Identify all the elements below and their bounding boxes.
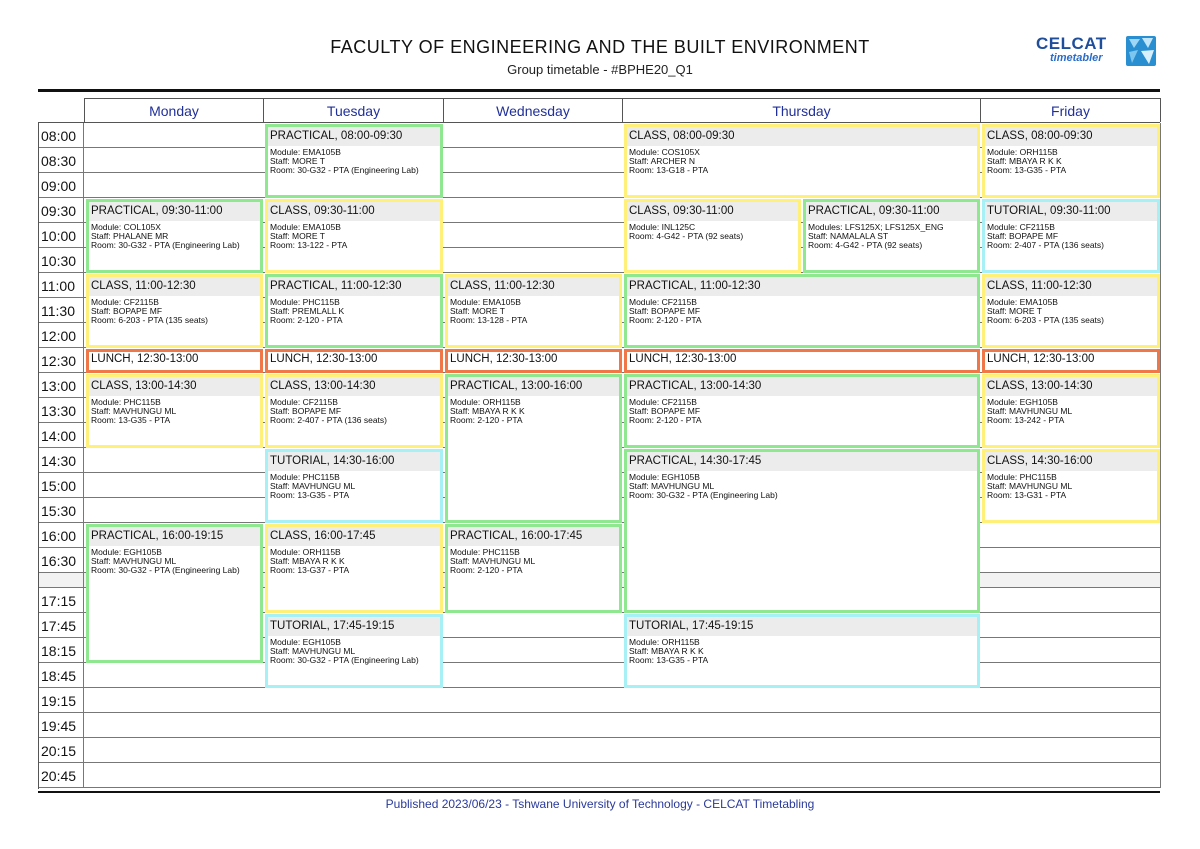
slot-cell[interactable]	[980, 738, 1161, 763]
event-detail-line: Staff: MAVHUNGU ML	[91, 556, 177, 566]
event-detail-line: Module: ORH115B	[629, 637, 700, 647]
slot-cell[interactable]	[622, 688, 802, 713]
bottom-rule	[38, 791, 1160, 793]
slot-cell[interactable]	[622, 713, 802, 738]
practical-event[interactable]	[624, 374, 980, 448]
event-detail-line: Room: 13-242 - PTA	[987, 415, 1065, 425]
slot-cell[interactable]	[443, 148, 623, 173]
event-detail-line: Room: 30-G32 - PTA (Engineering Lab)	[629, 490, 778, 500]
event-header: CLASS, 13:00-14:30	[89, 377, 260, 396]
event-detail-line: Module: EGH105B	[987, 397, 1058, 407]
event-detail-line: Module: ORH115B	[270, 547, 341, 557]
event-detail-line: Staff: BOPAPE MF	[91, 306, 163, 316]
slot-cell[interactable]	[84, 173, 264, 198]
slot-cell[interactable]	[84, 663, 264, 688]
event-detail-line: Room: 2-120 - PTA	[450, 415, 523, 425]
event-detail-line: Room: 30-G32 - PTA (Engineering Lab)	[270, 165, 419, 175]
slot-cell[interactable]	[980, 713, 1161, 738]
day-header-tuesday: Tuesday	[263, 98, 444, 122]
event-detail-line: Staff: NAMALALA ST	[808, 231, 889, 241]
top-rule	[38, 89, 1160, 92]
class-event[interactable]	[982, 374, 1160, 448]
event-header: CLASS, 11:00-12:30	[89, 277, 260, 296]
practical-event[interactable]	[803, 199, 980, 273]
slot-cell[interactable]	[980, 588, 1161, 613]
event-details	[268, 471, 440, 500]
slot-cell[interactable]	[84, 713, 264, 738]
event-detail-line: Staff: MORE T	[987, 306, 1042, 316]
day-header-thursday: Thursday	[622, 98, 981, 122]
slot-cell[interactable]	[84, 148, 264, 173]
event-detail-line: Room: 13-122 - PTA	[270, 240, 348, 250]
tutorial-event[interactable]	[982, 199, 1160, 273]
event-details	[89, 221, 260, 250]
event-detail-line: Staff: MAVHUNGU ML	[270, 481, 356, 491]
event-detail-line: Room: 2-120 - PTA	[629, 415, 702, 425]
event-details	[89, 296, 260, 325]
event-detail-line: Staff: MBAYA R K K	[987, 156, 1062, 166]
event-detail-line: Staff: BOPAPE MF	[629, 406, 701, 416]
event-details	[985, 146, 1157, 175]
event-header: TUTORIAL, 17:45-19:15	[627, 617, 977, 636]
time-label: 15:00	[41, 477, 77, 494]
practical-event[interactable]	[86, 199, 263, 273]
event-detail-line: Room: 13-G37 - PTA	[270, 565, 350, 575]
slot-cell[interactable]	[980, 523, 1161, 548]
event-detail-line: Staff: MAVHUNGU ML	[450, 556, 536, 566]
time-label: 12:00	[41, 327, 77, 344]
event-header: CLASS, 09:30-11:00	[627, 202, 798, 221]
slot-cell[interactable]	[980, 573, 1161, 588]
class-event[interactable]	[265, 524, 443, 613]
event-details	[448, 296, 619, 325]
slot-cell[interactable]	[84, 738, 264, 763]
event-details	[448, 396, 619, 425]
day-header-wednesday: Wednesday	[443, 98, 623, 122]
page-title: FACULTY OF ENGINEERING AND THE BUILT ENVIRONMENT	[330, 37, 870, 57]
day-header-monday: Monday	[84, 98, 264, 122]
event-detail-line: Staff: BOPAPE MF	[270, 406, 342, 416]
page-subtitle: Group timetable - #BPHE20_Q1	[507, 62, 693, 77]
event-details	[268, 636, 440, 665]
event-detail-line: Module: PHC115B	[91, 397, 161, 407]
slot-cell[interactable]	[801, 688, 981, 713]
event-details	[806, 221, 977, 250]
practical-event[interactable]	[265, 274, 443, 348]
event-header: TUTORIAL, 17:45-19:15	[268, 617, 440, 636]
event-detail-line: Room: 30-G32 - PTA (Engineering Lab)	[91, 565, 240, 575]
class-event[interactable]	[265, 374, 443, 448]
event-detail-line: Room: 13-G31 - PTA	[987, 490, 1067, 500]
event-header: CLASS, 09:30-11:00	[268, 202, 440, 221]
slot-cell[interactable]	[84, 498, 264, 523]
event-detail-line: Staff: MAVHUNGU ML	[91, 406, 177, 416]
event-details	[268, 221, 440, 250]
slot-cell[interactable]	[980, 613, 1161, 638]
event-header: LUNCH, 12:30-13:00	[627, 352, 977, 368]
event-detail-line: Module: ORH115B	[450, 397, 521, 407]
class-event[interactable]	[982, 124, 1160, 198]
time-label: 11:00	[41, 277, 75, 294]
event-details	[448, 546, 619, 575]
time-label: 15:30	[41, 502, 77, 519]
class-event[interactable]	[265, 199, 443, 273]
event-detail-line: Staff: MORE T	[270, 156, 325, 166]
event-details	[627, 636, 977, 665]
practical-event[interactable]	[624, 449, 980, 613]
practical-event[interactable]	[445, 374, 622, 523]
event-detail-line: Module: CF2115B	[987, 222, 1055, 232]
event-header: PRACTICAL, 11:00-12:30	[268, 277, 440, 296]
tutorial-event[interactable]	[624, 614, 980, 688]
event-header: PRACTICAL, 09:30-11:00	[89, 202, 260, 221]
event-detail-line: Module: CF2115B	[270, 397, 338, 407]
slot-cell[interactable]	[622, 738, 802, 763]
practical-event[interactable]	[265, 124, 443, 198]
slot-cell[interactable]	[263, 738, 444, 763]
time-label: 20:15	[41, 742, 77, 759]
event-header: LUNCH, 12:30-13:00	[448, 352, 619, 368]
slot-cell[interactable]	[443, 663, 623, 688]
logo-text: CELCAT	[1036, 34, 1107, 53]
event-detail-line: Module: COL105X	[91, 222, 161, 232]
event-details	[985, 296, 1157, 325]
event-header: TUTORIAL, 09:30-11:00	[985, 202, 1157, 221]
event-detail-line: Module: EMA105B	[450, 297, 521, 307]
event-details	[627, 296, 977, 325]
time-label: 08:30	[41, 152, 77, 169]
event-detail-line: Staff: MORE T	[270, 231, 325, 241]
event-detail-line: Module: EMA105B	[270, 222, 341, 232]
event-detail-line: Room: 2-120 - PTA	[270, 315, 343, 325]
event-header: PRACTICAL, 16:00-17:45	[448, 527, 619, 546]
slot-cell[interactable]	[263, 688, 444, 713]
time-label: 12:30	[41, 352, 77, 369]
celcat-logo	[1036, 34, 1162, 70]
slot-cell[interactable]	[443, 173, 623, 198]
slot-cell[interactable]	[801, 763, 981, 788]
event-detail-line: Staff: BOPAPE MF	[987, 231, 1059, 241]
event-detail-line: Room: 13-G35 - PTA	[91, 415, 171, 425]
event-detail-line: Room: 4-G42 - PTA (92 seats)	[808, 240, 923, 250]
event-detail-line: Room: 13-G35 - PTA	[987, 165, 1067, 175]
event-details	[985, 396, 1157, 425]
time-label: 17:15	[41, 592, 77, 609]
event-detail-line: Module: EGH105B	[270, 637, 341, 647]
lunch-event[interactable]	[445, 349, 622, 373]
event-detail-line: Room: 13-G18 - PTA	[629, 165, 709, 175]
time-label: 09:00	[41, 177, 77, 194]
slot-cell[interactable]	[263, 713, 444, 738]
event-detail-line: Room: 2-407 - PTA (136 seats)	[270, 415, 388, 425]
event-header: CLASS, 08:00-09:30	[627, 127, 977, 146]
time-label: 10:30	[41, 252, 77, 269]
time-cell	[39, 573, 84, 588]
time-label: 16:30	[41, 552, 77, 569]
practical-event[interactable]	[624, 274, 980, 348]
time-label: 13:00	[41, 377, 77, 394]
event-detail-line: Room: 13-G35 - PTA	[270, 490, 350, 500]
slot-cell[interactable]	[801, 738, 981, 763]
event-header: PRACTICAL, 13:00-16:00	[448, 377, 619, 396]
event-header: PRACTICAL, 13:00-14:30	[627, 377, 977, 396]
slot-cell[interactable]	[84, 123, 264, 148]
event-header: PRACTICAL, 14:30-17:45	[627, 452, 977, 471]
event-detail-line: Room: 4-G42 - PTA (92 seats)	[629, 231, 744, 241]
event-details	[627, 396, 977, 425]
event-details	[985, 221, 1157, 250]
event-detail-line: Module: EGH105B	[629, 472, 700, 482]
time-label: 10:00	[41, 227, 77, 244]
event-header: CLASS, 13:00-14:30	[268, 377, 440, 396]
time-label: 16:00	[41, 527, 77, 544]
event-detail-line: Module: PHC115B	[450, 547, 520, 557]
event-detail-line: Room: 30-G32 - PTA (Engineering Lab)	[91, 240, 240, 250]
event-detail-line: Module: EGH105B	[91, 547, 162, 557]
class-event[interactable]	[86, 374, 263, 448]
time-label: 17:45	[41, 617, 77, 634]
slot-cell[interactable]	[84, 763, 264, 788]
event-detail-line: Staff: PHALANE MR	[91, 231, 169, 241]
time-label: 19:15	[41, 692, 77, 709]
slot-cell[interactable]	[980, 638, 1161, 663]
lunch-event[interactable]	[86, 349, 263, 373]
event-details	[89, 396, 260, 425]
day-header-friday: Friday	[980, 98, 1161, 122]
event-detail-line: Staff: MAVHUNGU ML	[987, 481, 1073, 491]
time-label: 18:45	[41, 667, 77, 684]
time-label: 18:15	[41, 642, 77, 659]
event-detail-line: Staff: MBAYA R K K	[629, 646, 704, 656]
time-label: 14:00	[41, 427, 77, 444]
slot-cell[interactable]	[263, 763, 444, 788]
event-header: PRACTICAL, 16:00-19:15	[89, 527, 260, 546]
event-detail-line: Module: EMA105B	[270, 147, 341, 157]
slot-cell[interactable]	[443, 638, 623, 663]
slot-cell[interactable]	[622, 763, 802, 788]
slot-cell[interactable]	[980, 763, 1161, 788]
event-detail-line: Room: 13-G35 - PTA	[629, 655, 709, 665]
event-detail-line: Staff: PREMLALL K	[270, 306, 345, 316]
time-label: 13:30	[41, 402, 77, 419]
slot-cell[interactable]	[443, 248, 623, 273]
event-detail-line: Staff: MBAYA R K K	[270, 556, 345, 566]
time-label: 19:45	[41, 717, 77, 734]
class-event[interactable]	[982, 449, 1160, 523]
event-detail-line: Staff: MBAYA R K K	[450, 406, 525, 416]
event-header: LUNCH, 12:30-13:00	[89, 352, 260, 368]
slot-cell[interactable]	[443, 613, 623, 638]
event-details	[268, 146, 440, 175]
event-detail-line: Module: ORH115B	[987, 147, 1058, 157]
event-detail-line: Module: PHC115B	[987, 472, 1057, 482]
slot-cell[interactable]	[443, 123, 623, 148]
slot-cell[interactable]	[980, 688, 1161, 713]
event-details	[985, 471, 1157, 500]
published-footer: Published 2023/06/23 - Tshwane University of Technology - CELCAT Timetabling	[385, 797, 815, 811]
event-detail-line: Modules: LFS125X; LFS125X_ENG	[808, 222, 944, 232]
event-detail-line: Module: PHC115B	[270, 297, 340, 307]
event-detail-line: Room: 6-203 - PTA (135 seats)	[987, 315, 1105, 325]
event-details	[268, 546, 440, 575]
slot-cell[interactable]	[443, 763, 623, 788]
event-header: CLASS, 11:00-12:30	[448, 277, 619, 296]
event-detail-line: Module: CF2115B	[629, 397, 697, 407]
event-detail-line: Room: 2-407 - PTA (136 seats)	[987, 240, 1105, 250]
event-detail-line: Staff: MAVHUNGU ML	[987, 406, 1073, 416]
event-detail-line: Module: EMA105B	[987, 297, 1058, 307]
slot-cell[interactable]	[443, 223, 623, 248]
class-event[interactable]	[624, 124, 980, 198]
event-header: PRACTICAL, 08:00-09:30	[268, 127, 440, 146]
time-label: 14:30	[41, 452, 77, 469]
slot-cell[interactable]	[980, 663, 1161, 688]
event-header: CLASS, 13:00-14:30	[985, 377, 1157, 396]
event-detail-line: Room: 30-G32 - PTA (Engineering Lab)	[270, 655, 419, 665]
event-header: PRACTICAL, 09:30-11:00	[806, 202, 977, 221]
event-detail-line: Room: 2-120 - PTA	[629, 315, 702, 325]
tutorial-event[interactable]	[265, 614, 443, 688]
event-header: LUNCH, 12:30-13:00	[268, 352, 440, 368]
practical-event[interactable]	[86, 524, 263, 663]
event-detail-line: Room: 2-120 - PTA	[450, 565, 523, 575]
event-detail-line: Module: COS105X	[629, 147, 700, 157]
tutorial-event[interactable]	[265, 449, 443, 523]
class-event[interactable]	[624, 199, 801, 273]
slot-cell[interactable]	[443, 688, 623, 713]
event-detail-line: Staff: ARCHER N	[629, 156, 695, 166]
event-header: LUNCH, 12:30-13:00	[985, 352, 1157, 368]
lunch-event[interactable]	[624, 349, 980, 373]
time-label: 11:30	[41, 302, 75, 319]
event-detail-line: Room: 6-203 - PTA (135 seats)	[91, 315, 209, 325]
logo-icon	[1126, 36, 1156, 66]
slot-cell[interactable]	[801, 713, 981, 738]
event-header: CLASS, 16:00-17:45	[268, 527, 440, 546]
slot-cell[interactable]	[84, 688, 264, 713]
slot-cell[interactable]	[84, 473, 264, 498]
event-detail-line: Staff: MORE T	[450, 306, 505, 316]
time-label: 08:00	[41, 127, 77, 144]
event-detail-line: Module: INL125C	[629, 222, 696, 232]
event-header: CLASS, 14:30-16:00	[985, 452, 1157, 471]
class-event[interactable]	[86, 274, 263, 348]
class-event[interactable]	[982, 274, 1160, 348]
event-header: CLASS, 08:00-09:30	[985, 127, 1157, 146]
logo-subtext: timetabler	[1050, 52, 1103, 64]
practical-event[interactable]	[445, 524, 622, 613]
slot-cell[interactable]	[84, 448, 264, 473]
lunch-event[interactable]	[982, 349, 1160, 373]
slot-cell[interactable]	[443, 713, 623, 738]
event-detail-line: Room: 13-128 - PTA	[450, 315, 528, 325]
event-details	[627, 471, 977, 500]
event-detail-line: Module: CF2115B	[91, 297, 159, 307]
event-header: PRACTICAL, 11:00-12:30	[627, 277, 977, 296]
event-detail-line: Staff: BOPAPE MF	[629, 306, 701, 316]
class-event[interactable]	[445, 274, 622, 348]
event-details	[268, 396, 440, 425]
time-label: 09:30	[41, 202, 77, 219]
lunch-event[interactable]	[265, 349, 443, 373]
slot-cell[interactable]	[443, 738, 623, 763]
event-details	[627, 221, 798, 241]
event-detail-line: Staff: MAVHUNGU ML	[629, 481, 715, 491]
event-details	[89, 546, 260, 575]
event-header: TUTORIAL, 14:30-16:00	[268, 452, 440, 471]
slot-cell[interactable]	[980, 548, 1161, 573]
event-header: CLASS, 11:00-12:30	[985, 277, 1157, 296]
time-label: 20:45	[41, 767, 77, 784]
event-details	[627, 146, 977, 175]
event-detail-line: Module: CF2115B	[629, 297, 697, 307]
slot-cell[interactable]	[443, 198, 623, 223]
event-details	[268, 296, 440, 325]
event-detail-line: Staff: MAVHUNGU ML	[270, 646, 356, 656]
event-detail-line: Module: PHC115B	[270, 472, 340, 482]
